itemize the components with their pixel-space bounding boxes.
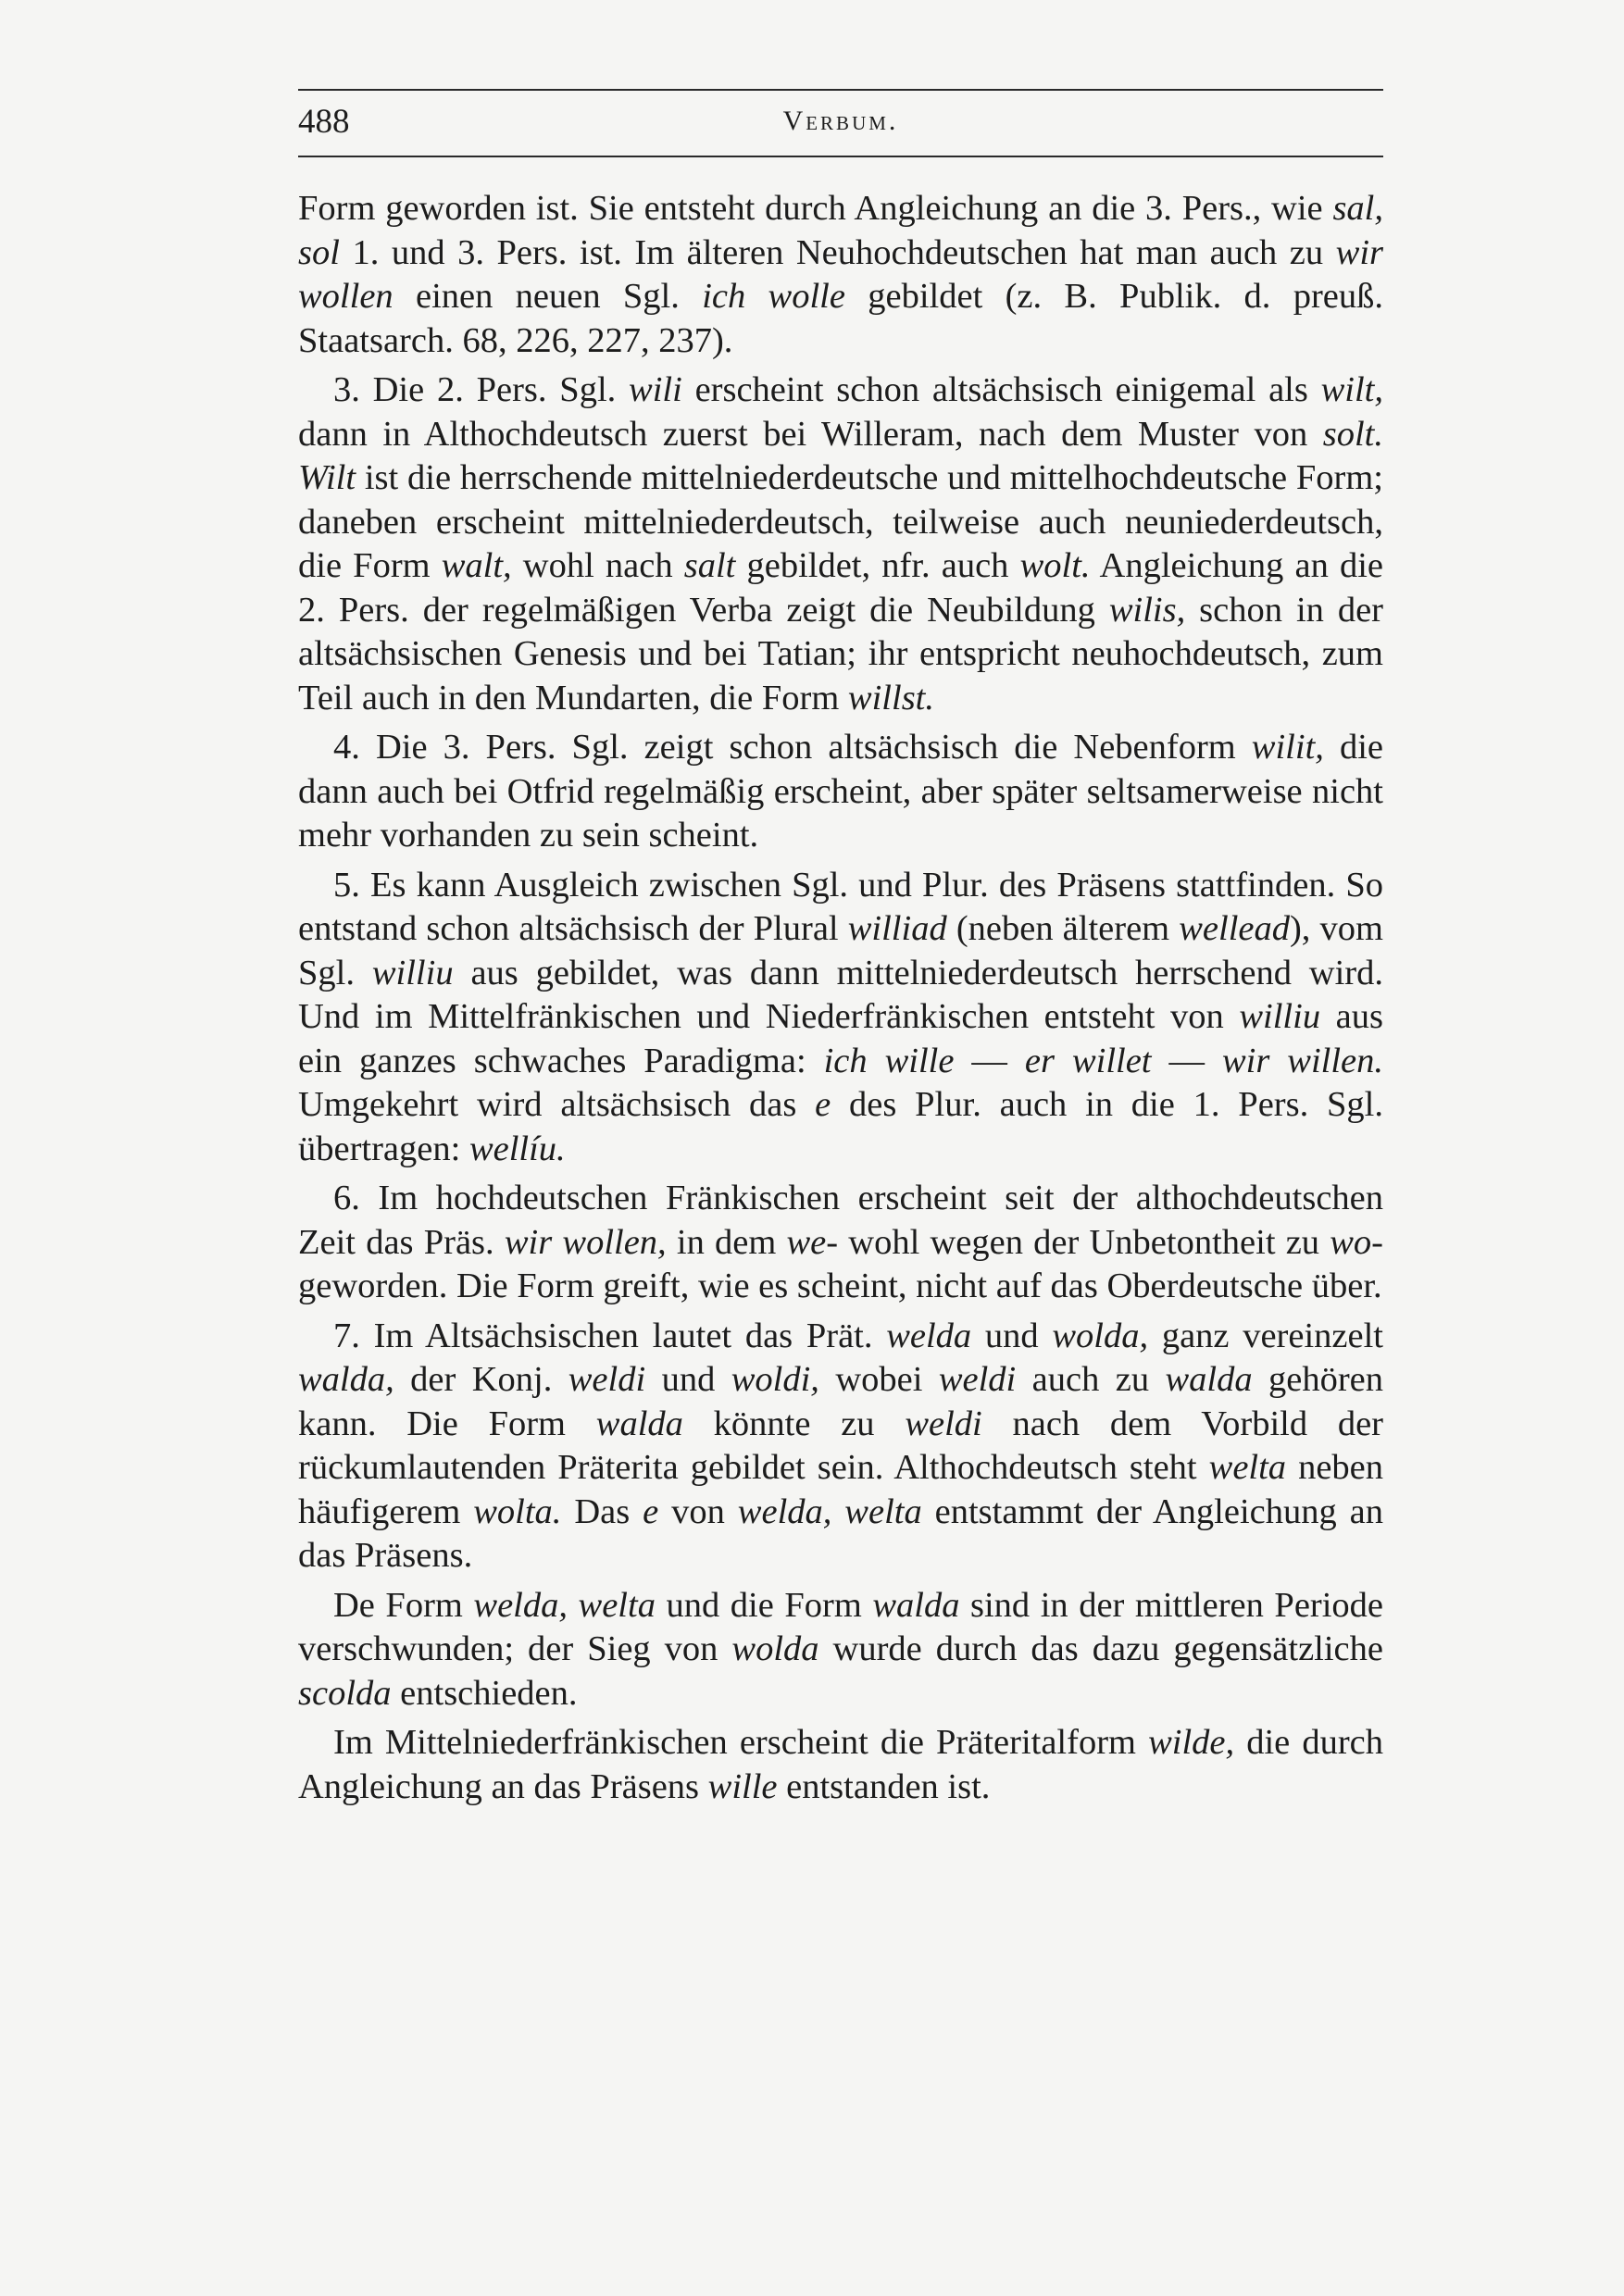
text-run: entstammt der Angleichung an das Präsens. [298, 1491, 1384, 1575]
italic-term: scolda [298, 1673, 392, 1713]
paragraph-p0 [298, 187, 1383, 363]
text-run: ), vom Sgl. [298, 909, 1383, 992]
paragraph-p8 [298, 1584, 1383, 1716]
text-run: aus gebildet, was dann mittelniederdeutsch herrschend wird. Und im Mittelfränkischen und Niederfränkischen entsteht von [298, 953, 1383, 1036]
italic-term: wolt. [1019, 546, 1091, 585]
text-run: Das [561, 1491, 643, 1531]
italic-term: solt. [1322, 414, 1383, 454]
text-run: die durch Angleichung an das Präsens [298, 1723, 1383, 1806]
italic-term: wilde, [1148, 1723, 1235, 1762]
text-run: Umgekehrt wird altsächsisch das [298, 1085, 816, 1124]
italic-term: walda [1165, 1360, 1253, 1399]
text-run: Im Mittelniederfränkischen erscheint die Präteritalform [333, 1723, 1149, 1762]
italic-term: wolda, [1052, 1316, 1149, 1355]
text-run: in dem [666, 1222, 787, 1262]
italic-term: wili [629, 370, 682, 409]
italic-term: wir wollen, [504, 1222, 667, 1262]
text-run: sind in der mittleren Periode verschwunden; der Sieg von [298, 1585, 1384, 1668]
text-run: Angleichung an die 2. Pers. der regelmäßigen Verba zeigt die Neubildung [298, 546, 1384, 630]
text-run: wohl wegen der Unbetontheit zu [838, 1222, 1330, 1262]
italic-term: welda [886, 1316, 972, 1355]
italic-term: wellíu. [468, 1129, 566, 1168]
italic-term: ich wille [823, 1041, 955, 1080]
text-run: 3. Die 2. Pers. Sgl. [333, 370, 630, 409]
italic-term: williu [371, 953, 454, 992]
italic-term: willst. [847, 678, 934, 718]
header-rule-bottom [298, 156, 1383, 157]
text-run: entschieden. [391, 1673, 578, 1713]
paragraph-p6 [298, 1177, 1383, 1309]
text-run: schon in der altsächsischen Genesis und bei Tatian; ihr entspricht neuhochdeutsch, zum Teil auch in den Mundarten, die Form [298, 590, 1384, 718]
paragraph-p7 [298, 1315, 1383, 1578]
text-run: 7. Im Altsächsischen lautet das Prät. [333, 1316, 887, 1355]
text-run: des Plur. auch in die 1. Pers. Sgl. übertragen: [298, 1085, 1383, 1168]
text-run: könnte zu [682, 1404, 906, 1443]
text-run: 6. Im hochdeutschen Fränkischen erscheint seit der althochdeutschen Zeit das Präs. [298, 1179, 1383, 1262]
italic-term: wolda [731, 1629, 819, 1668]
italic-term: ich wolle [702, 277, 845, 316]
text-run: erscheint schon altsächsisch einigemal als [681, 370, 1321, 409]
paragraph-p9 [298, 1721, 1383, 1809]
running-head [298, 91, 1383, 146]
italic-term: wilit, [1251, 728, 1324, 767]
text-run: wurde durch das dazu gegensätzliche [818, 1629, 1383, 1668]
italic-term: wir willen. [1221, 1041, 1383, 1080]
italic-term: weldi [938, 1360, 1017, 1399]
text-run: ganz vereinzelt [1148, 1316, 1383, 1355]
text-run: wohl nach [511, 546, 684, 585]
italic-term: wolta. [473, 1491, 562, 1531]
body-text [298, 187, 1383, 1809]
italic-term: we- [786, 1222, 839, 1262]
text-run: entstanden ist. [777, 1766, 991, 1806]
text-run: gehören kann. Die Form [298, 1360, 1384, 1443]
text-run: — [954, 1041, 1025, 1080]
text-run: auch zu [1016, 1360, 1166, 1399]
running-title: Verbum. [782, 106, 899, 136]
text-run: 4. Die 3. Pers. Sgl. zeigt schon altsächsisch die Nebenform [333, 728, 1252, 767]
text-run: dann in Althochdeutsch zuerst bei Willeram, nach dem Muster von [298, 414, 1323, 454]
italic-term: e [815, 1085, 831, 1124]
italic-term: salt [683, 546, 736, 585]
italic-term: wilt, [1320, 370, 1383, 409]
text-run: wobei [818, 1360, 939, 1399]
text-run: aus ein ganzes schwaches Paradigma: [298, 997, 1383, 1080]
text-run: und die Form [655, 1585, 873, 1625]
text-run: nach dem Vorbild der rückumlautenden Präterita gebildet sein. Althochdeutsch steht [298, 1404, 1384, 1487]
italic-term: wille [707, 1766, 778, 1806]
italic-term: walda, [298, 1360, 394, 1399]
italic-term: wilis, [1108, 590, 1186, 630]
text-run: Form geworden ist. Sie entsteht durch Angleichung an die 3. Pers., wie [298, 189, 1333, 228]
text-run: und [645, 1360, 731, 1399]
page-number: 488 [298, 103, 350, 141]
text-run: von [658, 1491, 738, 1531]
italic-term: weldi [568, 1360, 646, 1399]
italic-term: er willet [1024, 1041, 1152, 1080]
book-page [298, 89, 1383, 1815]
italic-term: walt, [441, 546, 512, 585]
text-run: einen neuen Sgl. [393, 277, 703, 316]
italic-term: woldi, [731, 1360, 819, 1399]
paragraph-p4 [298, 726, 1383, 858]
italic-term: walda [595, 1404, 683, 1443]
text-run: und [971, 1316, 1053, 1355]
italic-term: williad [847, 909, 947, 948]
text-run: ist die herrschende mittelniederdeutsche und mittelhochdeutsche Form; daneben erscheint mittelniederdeutsch, teilweise auch neuniederdeutsch, die Form [298, 458, 1383, 585]
italic-term: weldi [905, 1404, 982, 1443]
italic-term: sal, sol [298, 189, 1383, 272]
text-run: der Konj. [394, 1360, 568, 1399]
italic-term: wellead [1179, 909, 1290, 948]
paragraph-p3 [298, 368, 1383, 720]
text-run: 1. und 3. Pers. ist. Im älteren Neuhochdeutschen hat man auch zu [339, 232, 1336, 272]
text-run: De Form [333, 1585, 474, 1625]
text-run: gebildet (z. B. Publik. d. preuß. Staatsarch. 68, 226, 227, 237). [298, 277, 1383, 360]
text-run: — [1151, 1041, 1222, 1080]
text-run: geworden. Die Form greift, wie es scheint, nicht auf das Oberdeutsche über. [298, 1267, 1382, 1305]
text-run: 5. Es kann Ausgleich zwischen Sgl. und Plur. des Präsens stattfinden. So entstand schon altsächsisch der Plural [298, 865, 1383, 948]
italic-term: williu [1239, 997, 1321, 1036]
italic-term: welda, welta [737, 1491, 922, 1531]
italic-term: welta [1208, 1448, 1287, 1487]
text-run: (neben älterem [946, 909, 1180, 948]
text-run: gebildet, nfr. auch [735, 546, 1020, 585]
italic-term: e [643, 1491, 659, 1531]
italic-term: Wilt [298, 458, 356, 497]
paragraph-p5 [298, 864, 1383, 1172]
italic-term: wo- [1330, 1222, 1383, 1262]
italic-term: walda [872, 1585, 960, 1625]
text-run: neben häufigerem [298, 1448, 1383, 1531]
text-run: die dann auch bei Otfrid regelmäßig erscheint, aber später seltsamerweise nicht mehr vorhanden zu sein scheint. [298, 728, 1383, 855]
italic-term: wir wollen [298, 232, 1383, 316]
italic-term: welda, welta [473, 1585, 656, 1625]
